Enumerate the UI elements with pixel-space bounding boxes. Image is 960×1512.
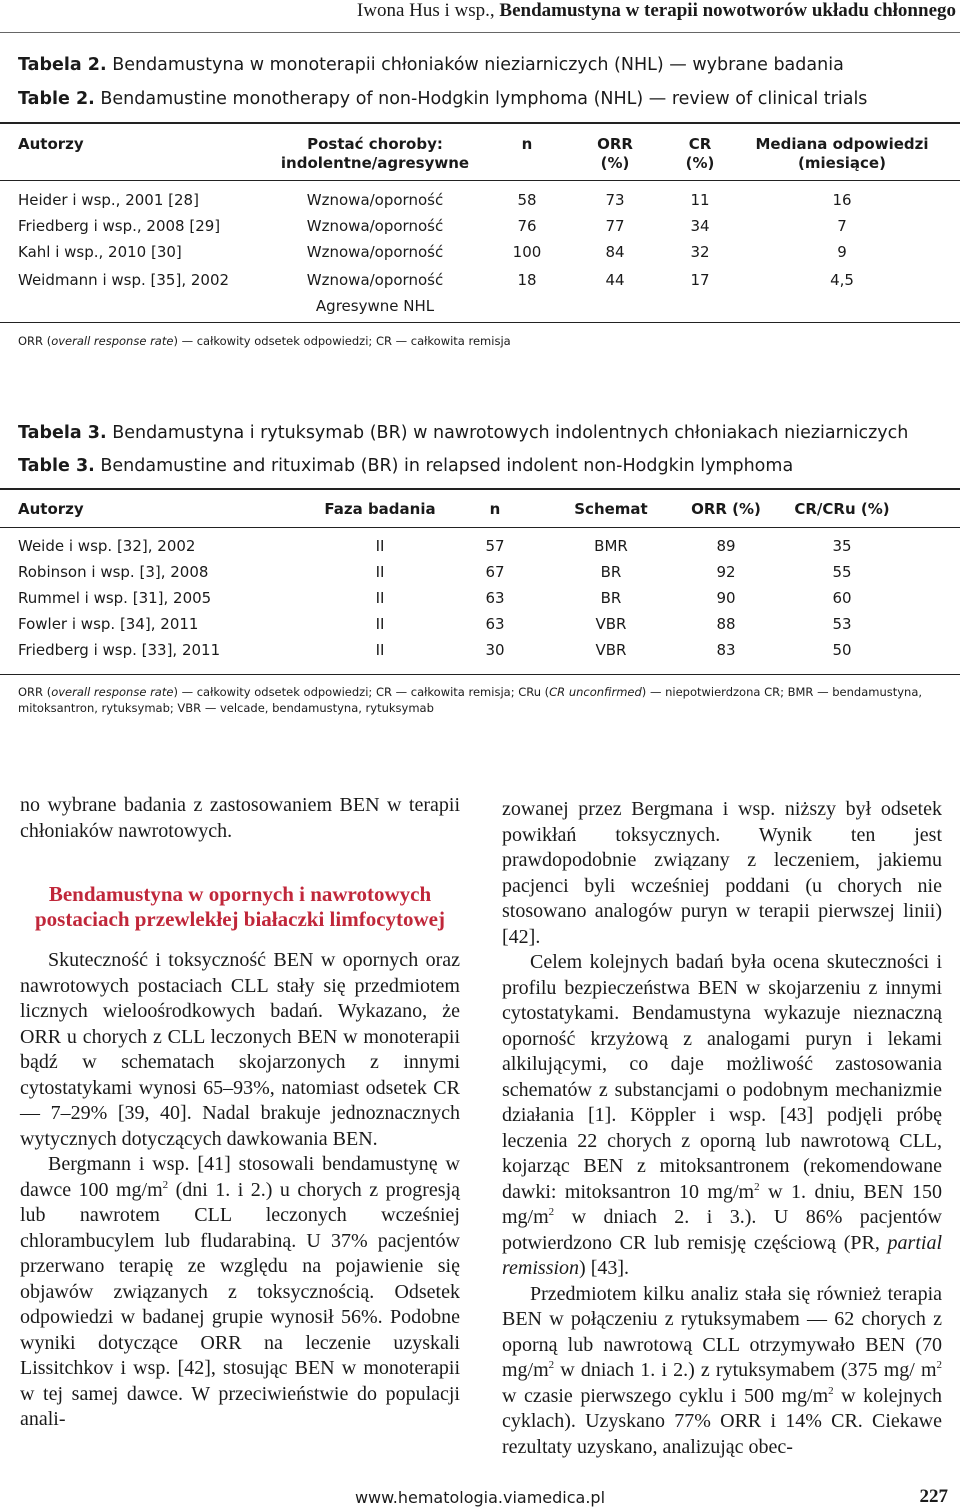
table2-header-orr-2: (%) <box>600 154 630 172</box>
table2-row1-authors: Heider i wsp., 2001 [28] <box>18 191 199 209</box>
table3-row1-scheme: BMR <box>594 537 628 555</box>
table2-row3-orr: 84 <box>605 243 625 261</box>
table3-row1-authors: Weide i wsp. [32], 2002 <box>18 537 196 555</box>
running-header <box>357 0 956 22</box>
table3-row1-phase: II <box>375 537 385 555</box>
table2-row3-authors: Kahl i wsp., 2010 [30] <box>18 243 182 261</box>
table2-row3-disease: Wznowa/oporność <box>306 243 444 261</box>
table3-header-n: n <box>489 500 501 518</box>
footer-url: www.hematologia.viamedica.pl <box>354 1488 606 1507</box>
table3-row4-authors: Fowler i wsp. [34], 2011 <box>18 615 199 633</box>
table2-caption-pl: Tabela 2. Bendamustyna w monoterapii chłoniaków nieziarniczych (NHL) — wybrane badania <box>18 55 844 75</box>
table3-row4-orr: 88 <box>716 615 736 633</box>
table3-row3-phase: II <box>375 589 385 607</box>
header-title: Bendamustyna w terapii nowotworów układu chłonnego <box>499 0 956 21</box>
table3-header-scheme: Schemat <box>574 500 648 518</box>
table2-header-median-1: Mediana odpowiedzi <box>755 135 929 153</box>
table3-row3-n: 63 <box>485 589 505 607</box>
table2-row4-disease: Wznowa/oporność <box>306 271 444 289</box>
table3-row3-orr: 90 <box>716 589 736 607</box>
table3-header-cr: CR/CRu (%) <box>794 500 890 518</box>
table3-footnote: ORR (overall response rate) — całkowity odsetek odpowiedzi; CR — całkowita remisja; CRu (CR unconfirmed) — niepotwierdzona CR; BMR — bendamustyna, mitoksantron, rytuksymab; VBR — velcade, bendamustyna, rytuksymab <box>18 685 923 715</box>
table2-header-disease-1: Postać choroby: <box>307 135 443 153</box>
table2-header-median-2: (miesiące) <box>798 154 886 172</box>
table3-row2-orr: 92 <box>716 563 736 581</box>
table3-row2-n: 67 <box>485 563 505 581</box>
paragraph: Bergmann i wsp. [41] stosowali bendamustynę w dawce 100 $mg/m^2$ (dni 1. i 2.) u chorych z progresją lub nawrotem CLL leczonych wcześniej chlorambucylem lub fludarabiną. U 37% pacjentów przerwano terapię ze względu na pojawienie się objawów związanych z toksycznością. Odsetek odpowiedzi w badanej grupie wynosił 56%. Podobne wyniki dotyczące ORR na leczenie uzyskali Lissitchkov i wsp. [42], stosując BEN w monoterapii w tej samej dawce. W przeciwieństwie do populacji anali- <box>20 1153 460 1430</box>
body-right-column <box>502 797 942 1460</box>
table2-header-cr-2: (%) <box>685 154 715 172</box>
section-heading: Bendamustyna w opornych i nawrotowych postaciach przewlekłej białaczki limfocytowej <box>35 882 445 931</box>
table3-row2-phase: II <box>375 563 385 581</box>
table2-row4-disease-extra: Agresywne NHL <box>315 297 435 315</box>
table2-header-n: n <box>521 135 533 153</box>
paragraph: Przedmiotem kilku analiz stała się również terapia BEN w połączeniu z rytuksymabem — 62 chorych z oporną lub nawrotową CLL otrzymywało BEN (70 $mg/m^2$ w dniach 1. i 2.) z rytuksymabem (375 mg/ $m^2$ w czasie pierwszego cyklu i 500 $mg/m^2$ w kolejnych cyklach). Uzyskano 77% ORR i 14% CR. Ciekawe rezultaty uzyskano, analizując obec- <box>502 1282 943 1458</box>
header-rule <box>0 32 960 33</box>
page-number: 227 <box>919 1486 948 1507</box>
table3-row3-cr: 60 <box>832 589 852 607</box>
paragraph: zowanej przez Bergmana i wsp. niższy był odsetek powikłań toksycznych. Wynik ten jest prawdopodobnie związany z leczeniem, jakiemu pacjenci byli wcześniej poddani (u chorych nie stosowano analogów puryn w terapii pierwszej linii) [42]. <box>502 798 942 948</box>
table2-row4-authors: Weidmann i wsp. [35], 2002 <box>18 271 230 289</box>
body-left-column <box>20 793 460 1433</box>
table3-header-phase: Faza badania <box>324 500 436 518</box>
table2-footnote: ORR (overall response rate) — całkowity odsetek odpowiedzi; CR — całkowita remisja <box>18 334 511 348</box>
table3-row1-orr: 89 <box>716 537 736 555</box>
table2-row2-authors: Friedberg i wsp., 2008 [29] <box>18 217 221 235</box>
table3-row2-cr: 55 <box>832 563 852 581</box>
table2-row1-orr: 73 <box>605 191 625 209</box>
table3-row5-authors: Friedberg i wsp. [33], 2011 <box>18 641 221 659</box>
table3-row5-scheme: VBR <box>595 641 627 659</box>
table2-row4-median: 4,5 <box>830 271 854 289</box>
header-authors: Iwona Hus i wsp., <box>356 0 495 21</box>
table3-header-authors: Autorzy <box>18 500 84 518</box>
table2-header-cr-1: CR <box>688 135 712 153</box>
table2-header-authors: Autorzy <box>18 135 84 153</box>
table2-row2-orr: 77 <box>605 217 625 235</box>
table3-row2-scheme: BR <box>600 563 622 581</box>
table3-row5-cr: 50 <box>832 641 852 659</box>
paragraph: Celem kolejnych badań była ocena skuteczności i profilu bezpieczeństwa BEN w skojarzeniu z innymi cytostatykami. Bendamustyna wykazuje nieznaczną oporność krzyżową z analogami puryn i lekami alkilującymi, co daje możliwość zastosowania schematów z substancjami o podobnym mechanizmie działania [1]. Köppler i wsp. [43] podjęli próbę leczenia 22 chorych z oporną lub nawrotową CLL, kojarząc BEN z mitoksantronem (rekomendowane dawki: mitoksantron 10 $mg/m^2$ w 1. dniu, BEN 150 $mg/m^2$ w dniach 2. i 3.). U 86% pacjentów potwierdzono CR lub remisję częściową (PR, partial remission) [43]. <box>502 951 942 1279</box>
table2-row1-median: 16 <box>832 191 852 209</box>
table2-row4-n: 18 <box>517 271 537 289</box>
table2-top-rule <box>0 122 960 124</box>
table2-row4-orr: 44 <box>605 271 625 289</box>
table3-row2-authors: Robinson i wsp. [3], 2008 <box>18 563 209 581</box>
table3-row5-n: 30 <box>485 641 505 659</box>
table3-row5-orr: 83 <box>716 641 736 659</box>
table3-row5-phase: II <box>375 641 385 659</box>
table3-row3-authors: Rummel i wsp. [31], 2005 <box>18 589 212 607</box>
table2-row2-disease: Wznowa/oporność <box>306 217 444 235</box>
table2-row2-n: 76 <box>517 217 537 235</box>
table2-row3-cr: 32 <box>690 243 710 261</box>
table2-bottom-rule <box>0 322 960 323</box>
table3-caption-en: Table 3. Bendamustine and rituximab (BR) in relapsed indolent non-Hodgkin lymphoma <box>18 456 794 476</box>
table2-header-rule <box>0 180 960 181</box>
table3-top-rule <box>0 488 960 490</box>
table3-row3-scheme: BR <box>600 589 622 607</box>
table3-bottom-rule <box>0 674 960 675</box>
table3-header-orr: ORR (%) <box>691 500 761 518</box>
table2-row1-disease: Wznowa/oporność <box>306 191 444 209</box>
paragraph: Skuteczność i toksyczność BEN w opornych oraz nawrotowych postaciach CLL stały się przedmiotem licznych wieloośrodkowych badań. Wykazano, że ORR u chorych z CLL leczonych BEN w monoterapii bądź w schematach skojarzonych z innymi cytostatykami wynosi 65–93%, natomiast odsetek CR — 7–29% [39, 40]. Nadal brakuje jednoznacznych wytycznych dotyczących dawkowania BEN. <box>20 949 460 1150</box>
table2-row3-median: 9 <box>837 243 847 261</box>
table3-row4-phase: II <box>375 615 385 633</box>
table3-caption-pl: Tabela 3. Bendamustyna i rytuksymab (BR) w nawrotowych indolentnych chłoniakach nieziarniczych <box>18 423 909 443</box>
table2-row2-cr: 34 <box>690 217 710 235</box>
table3-header-rule <box>0 527 960 528</box>
table2-row3-n: 100 <box>512 243 542 261</box>
table2-header-disease-2: indolentne/agresywne <box>280 154 470 172</box>
table3-row1-n: 57 <box>485 537 505 555</box>
table3-row4-scheme: VBR <box>595 615 627 633</box>
table3-row1-cr: 35 <box>832 537 852 555</box>
table3-row4-cr: 53 <box>832 615 852 633</box>
table3-row4-n: 63 <box>485 615 505 633</box>
table2-header-orr-1: ORR <box>597 135 633 153</box>
table2-row2-median: 7 <box>837 217 847 235</box>
table2-row1-cr: 11 <box>690 191 710 209</box>
table2-row4-cr: 17 <box>690 271 710 289</box>
table2-row1-n: 58 <box>517 191 537 209</box>
paragraph: no wybrane badania z zastosowaniem BEN w terapii chłoniaków nawrotowych. <box>20 794 460 842</box>
table2-caption-en: Table 2. Bendamustine monotherapy of non-Hodgkin lymphoma (NHL) — review of clinical trials <box>18 89 868 109</box>
